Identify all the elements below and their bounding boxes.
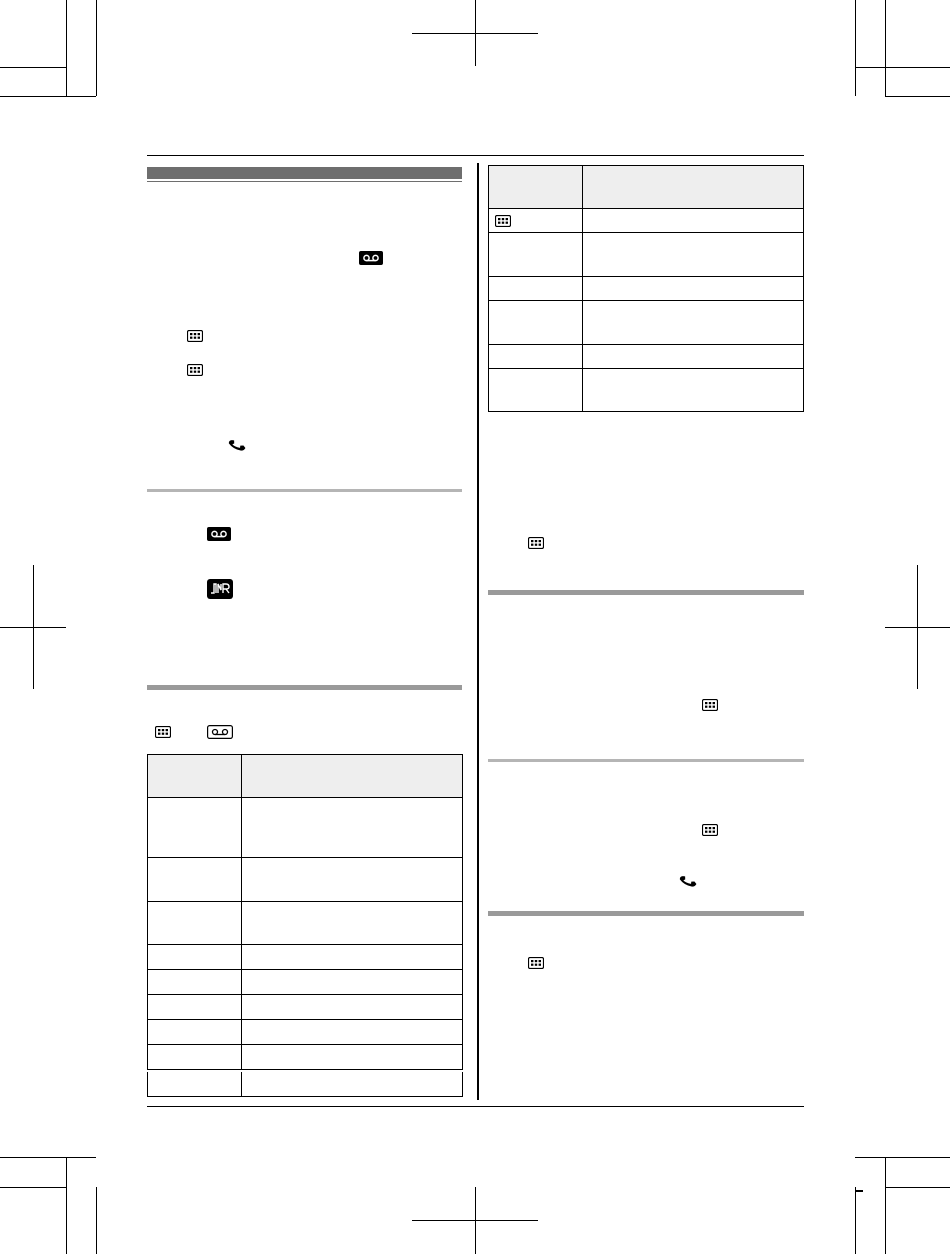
menu-icon	[702, 824, 718, 836]
table-row	[148, 945, 463, 970]
left-function-table	[147, 754, 463, 1070]
table-cell	[242, 995, 463, 1020]
section-underline	[147, 181, 462, 182]
talk-handset-icon	[228, 436, 250, 454]
table-cell	[242, 1020, 463, 1045]
table-cell	[148, 798, 242, 858]
table-cell	[242, 970, 463, 995]
noise-reduction-icon	[207, 579, 233, 599]
table-cell	[583, 209, 804, 233]
table-row	[148, 995, 463, 1020]
column-divider	[477, 163, 479, 1100]
table-row	[148, 1020, 463, 1045]
table-cell	[489, 369, 583, 412]
table-row	[148, 902, 463, 945]
answering-button-outline-icon	[207, 725, 233, 739]
corner-tick	[855, 1190, 863, 1192]
menu-icon	[528, 537, 544, 549]
table-cell	[583, 233, 804, 277]
table-row	[148, 798, 463, 858]
table-cell	[489, 233, 583, 277]
table-cell	[489, 345, 583, 369]
table-row	[148, 1045, 463, 1070]
table-cell	[148, 1020, 242, 1045]
table-row	[489, 345, 804, 369]
table-cell	[489, 277, 583, 301]
section-rule	[488, 911, 804, 916]
section-rule	[488, 759, 804, 762]
menu-icon	[187, 364, 203, 376]
right-function-table	[488, 165, 804, 412]
table-cell	[242, 798, 463, 858]
menu-icon	[155, 726, 171, 738]
table-cell	[583, 369, 804, 412]
table-cell	[148, 902, 242, 945]
section-rule	[147, 685, 462, 690]
table-header-row	[489, 166, 804, 209]
section-header-bar	[147, 167, 462, 179]
table-cell	[242, 945, 463, 970]
table-cell	[489, 301, 583, 345]
table-cell	[242, 1045, 463, 1070]
table-header-cell	[489, 166, 583, 209]
table-cell	[489, 209, 583, 233]
table-row	[148, 858, 463, 902]
table-cell	[242, 858, 463, 902]
table-cell	[583, 301, 804, 345]
table-row	[489, 233, 804, 277]
section-rule	[488, 590, 804, 595]
table-row	[489, 301, 804, 345]
talk-handset-icon	[679, 872, 701, 890]
table-cell	[148, 945, 242, 970]
table-row	[148, 970, 463, 995]
section-rule	[147, 489, 462, 492]
footer-rule	[147, 1106, 804, 1107]
table-bottom-spacer	[147, 1072, 463, 1097]
table-header-cell	[242, 755, 463, 798]
menu-icon	[528, 957, 544, 969]
answering-button-icon	[359, 251, 383, 265]
table-cell	[148, 858, 242, 902]
answering-button-icon	[207, 527, 231, 541]
menu-icon	[187, 330, 203, 342]
table-header-row	[148, 755, 463, 798]
table-cell	[148, 995, 242, 1020]
table-cell	[583, 277, 804, 301]
table-row	[489, 369, 804, 412]
table-cell	[242, 902, 463, 945]
table-header-cell	[148, 755, 242, 798]
table-header-cell	[583, 166, 804, 209]
table-cell	[148, 970, 242, 995]
menu-icon	[495, 215, 511, 227]
table-cell	[583, 345, 804, 369]
header-rule	[147, 155, 804, 156]
table-cell	[148, 1045, 242, 1070]
table-row	[489, 277, 804, 301]
table-row	[489, 209, 804, 233]
menu-icon	[702, 699, 718, 711]
